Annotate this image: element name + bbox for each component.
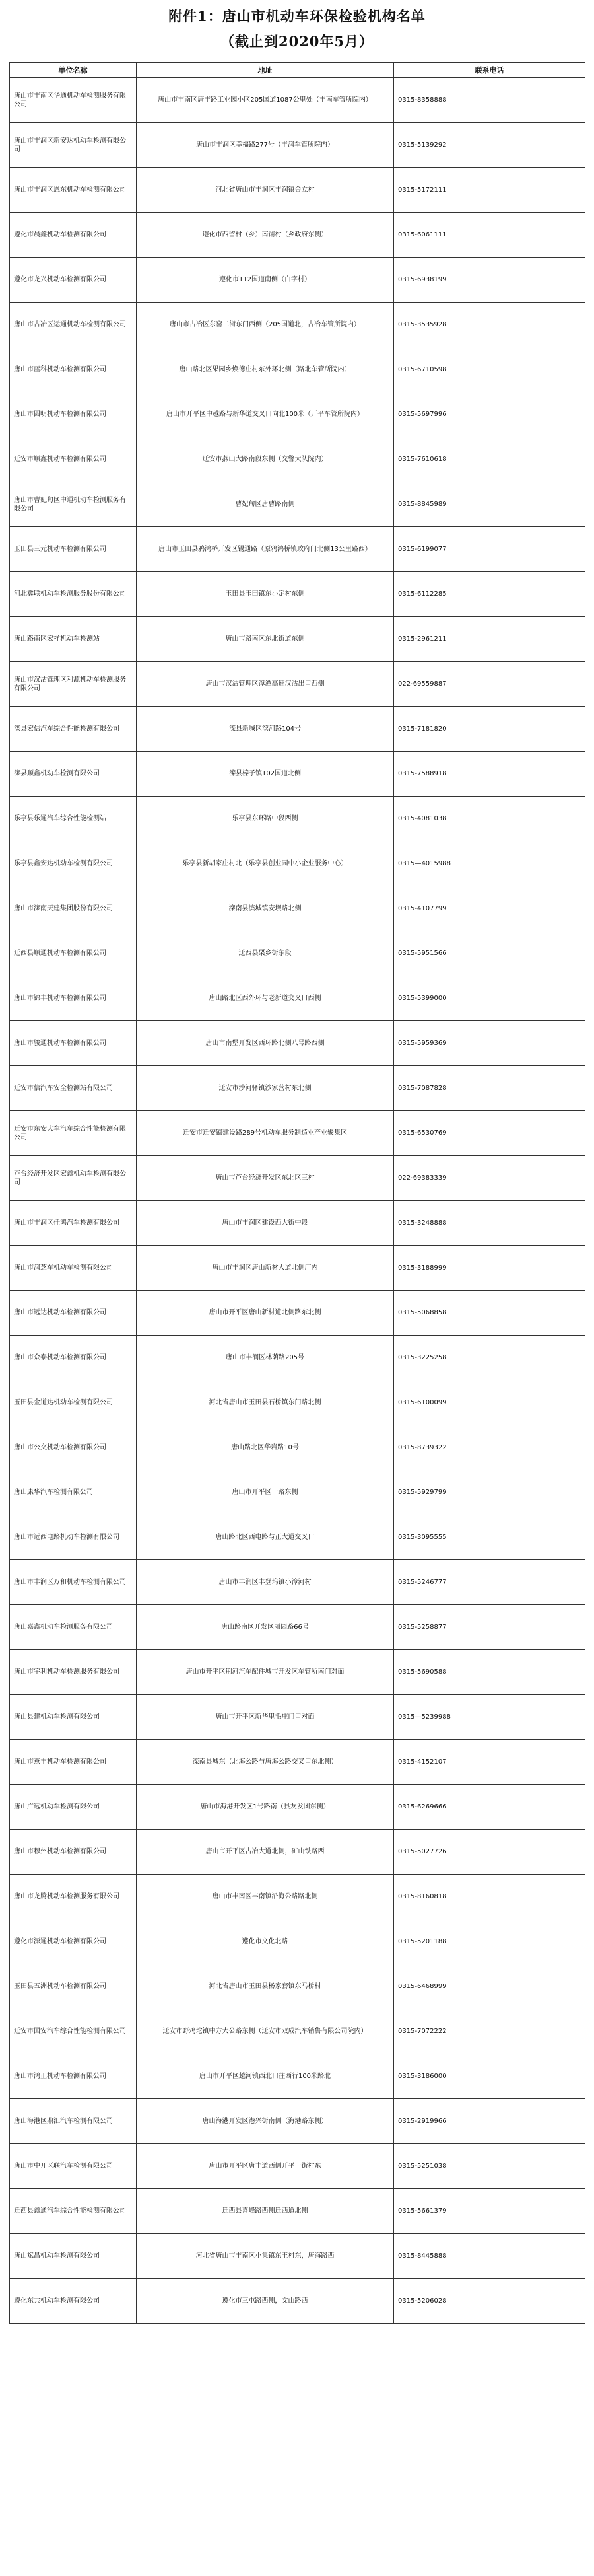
table-row bbox=[10, 1380, 585, 1425]
cell-address: 唐山市芦台经济开发区东北区三村 bbox=[137, 1156, 394, 1201]
cell-address: 唐山海港开发区港兴街南侧（海港路东侧） bbox=[137, 2099, 394, 2144]
cell-phone: 0315-6468999 bbox=[394, 1964, 585, 2009]
cell-address: 迁西县栗乡街东段 bbox=[137, 931, 394, 976]
cell-name: 唐山市远达机动车检测有限公司 bbox=[10, 1291, 137, 1336]
cell-phone: 0315-6938199 bbox=[394, 258, 585, 303]
cell-name: 唐山市丰南区华通机动车检测服务有限公司 bbox=[10, 78, 137, 123]
cell-phone: 0315-3225258 bbox=[394, 1336, 585, 1380]
cell-address: 唐山市玉田县鸦鸿桥开发区锡通路（原鸦鸿桥镇政府门北侧13公里路西） bbox=[137, 527, 394, 572]
cell-address: 曹妃甸区唐曹路南侧 bbox=[137, 482, 394, 527]
cell-name: 迁安市国安汽车综合性能检测有限公司 bbox=[10, 2009, 137, 2054]
cell-name: 唐山嘉鑫机动车检测服务有限公司 bbox=[10, 1605, 137, 1650]
table-row bbox=[10, 2279, 585, 2324]
cell-address: 滦县新城区滨河路104号 bbox=[137, 707, 394, 752]
cell-name: 唐山市远西电路机动车检测有限公司 bbox=[10, 1515, 137, 1560]
cell-address: 唐山市开平区唐丰道西侧开平一街村东 bbox=[137, 2144, 394, 2189]
cell-name: 乐亭县鑫安达机动车检测有限公司 bbox=[10, 841, 137, 886]
table-row bbox=[10, 347, 585, 392]
table-row bbox=[10, 2189, 585, 2234]
cell-phone: 0315-8845989 bbox=[394, 482, 585, 527]
table-row bbox=[10, 841, 585, 886]
cell-phone: 022-69383339 bbox=[394, 1156, 585, 1201]
table-row bbox=[10, 1515, 585, 1560]
table-row bbox=[10, 1830, 585, 1875]
cell-phone: 0315-8739322 bbox=[394, 1425, 585, 1470]
table-row bbox=[10, 303, 585, 347]
cell-name: 唐山市燕丰机动车检测有限公司 bbox=[10, 1740, 137, 1785]
cell-name: 迁西县顺通机动车检测有限公司 bbox=[10, 931, 137, 976]
cell-phone: 0315-5959369 bbox=[394, 1021, 585, 1066]
cell-address: 河北省唐山市玉田县杨家套镇东马桥村 bbox=[137, 1964, 394, 2009]
cell-address: 滦县榛子镇102国道北侧 bbox=[137, 752, 394, 797]
cell-phone: 0315-4081038 bbox=[394, 797, 585, 841]
cell-address: 唐山市开平区中越路与新华道交叉口向北100米（开平车管所院内） bbox=[137, 392, 394, 437]
title-line-2: （截止到2020年5月） bbox=[220, 33, 374, 50]
cell-phone: 0315-5951566 bbox=[394, 931, 585, 976]
document-title bbox=[0, 0, 594, 62]
cell-phone: 0315-7610618 bbox=[394, 437, 585, 482]
table-row bbox=[10, 168, 585, 213]
cell-name: 唐山市古冶区运通机动车检测有限公司 bbox=[10, 303, 137, 347]
institution-table bbox=[9, 62, 585, 2324]
cell-name: 唐山市龙腾机动车检测服务有限公司 bbox=[10, 1875, 137, 1919]
cell-name: 唐山康华汽车检测有限公司 bbox=[10, 1470, 137, 1515]
table-row bbox=[10, 1470, 585, 1515]
table-row bbox=[10, 1156, 585, 1201]
table-row bbox=[10, 886, 585, 931]
table-row bbox=[10, 1425, 585, 1470]
table-row bbox=[10, 1695, 585, 1740]
cell-name: 玉田县三元机动车检测有限公司 bbox=[10, 527, 137, 572]
cell-phone: 0315-5399000 bbox=[394, 976, 585, 1021]
cell-address: 乐亭县东环路中段西侧 bbox=[137, 797, 394, 841]
cell-name: 唐山市蓝科机动车检测有限公司 bbox=[10, 347, 137, 392]
table-row bbox=[10, 1740, 585, 1785]
title-line-1: 附件1：唐山市机动车环保检验机构名单 bbox=[168, 8, 426, 24]
table-header-row bbox=[10, 63, 585, 78]
table-row bbox=[10, 617, 585, 662]
table-row bbox=[10, 527, 585, 572]
cell-address: 滦南县滨城镇安坝路北侧 bbox=[137, 886, 394, 931]
cell-phone: 0315—5239988 bbox=[394, 1695, 585, 1740]
table-row bbox=[10, 797, 585, 841]
table-row bbox=[10, 213, 585, 258]
cell-phone: 0315-5258877 bbox=[394, 1605, 585, 1650]
cell-phone: 0315-3188999 bbox=[394, 1246, 585, 1291]
cell-address: 唐山路南区开发区丽园路66号 bbox=[137, 1605, 394, 1650]
cell-name: 遵化东共机动车检测有限公司 bbox=[10, 2279, 137, 2324]
cell-name: 唐山市汉沽管理区利源机动车检测服务有限公司 bbox=[10, 662, 137, 707]
cell-address: 河北省唐山市丰润区丰润镇舍立村 bbox=[137, 168, 394, 213]
header-address: 地址 bbox=[137, 63, 394, 78]
cell-name: 唐山斌昌机动车检测有限公司 bbox=[10, 2234, 137, 2279]
cell-name: 唐山市众泰机动车检测有限公司 bbox=[10, 1336, 137, 1380]
table-row bbox=[10, 1875, 585, 1919]
cell-name: 芦台经济开发区宏鑫机动车检测有限公司 bbox=[10, 1156, 137, 1201]
table-row bbox=[10, 2054, 585, 2099]
table-row bbox=[10, 437, 585, 482]
cell-address: 遵化市西留村（乡）南铺村（乡政府东侧） bbox=[137, 213, 394, 258]
table-row bbox=[10, 1560, 585, 1605]
cell-phone: 0315-2919966 bbox=[394, 2099, 585, 2144]
cell-name: 唐山县建机动车检测有限公司 bbox=[10, 1695, 137, 1740]
cell-name: 唐山市公交机动车检测有限公司 bbox=[10, 1425, 137, 1470]
table-row bbox=[10, 1291, 585, 1336]
cell-name: 遵化市源通机动车检测有限公司 bbox=[10, 1919, 137, 1964]
cell-address: 唐山市丰润区丰登坞镇小漳河村 bbox=[137, 1560, 394, 1605]
cell-address: 唐山市古冶区东窑二街东门西侧（205国道北，古冶车管所院内） bbox=[137, 303, 394, 347]
cell-address: 唐山市丰南区唐丰路工业园小区205国道1087公里处（丰南车管所院内） bbox=[137, 78, 394, 123]
cell-phone: 0315-5201188 bbox=[394, 1919, 585, 1964]
cell-name: 迁安市东安大车汽车综合性能检测有限公司 bbox=[10, 1111, 137, 1156]
cell-phone: 0315-6112285 bbox=[394, 572, 585, 617]
table-row bbox=[10, 482, 585, 527]
table-row bbox=[10, 123, 585, 168]
cell-name: 唐山市鸿正机动车检测有限公司 bbox=[10, 2054, 137, 2099]
cell-phone: 0315-7072222 bbox=[394, 2009, 585, 2054]
table-row bbox=[10, 392, 585, 437]
cell-name: 迁安市信汽车安全检测站有限公司 bbox=[10, 1066, 137, 1111]
cell-address: 唐山市开平区一路东侧 bbox=[137, 1470, 394, 1515]
cell-phone: 0315-8160818 bbox=[394, 1875, 585, 1919]
table-row bbox=[10, 976, 585, 1021]
cell-name: 唐山市中开区联汽车检测有限公司 bbox=[10, 2144, 137, 2189]
cell-phone: 0315-3186000 bbox=[394, 2054, 585, 2099]
cell-address: 唐山市开平区古冶大道北侧，矿山铁路西 bbox=[137, 1830, 394, 1875]
cell-name: 唐山市丰润区新安达机动车检测有限公司 bbox=[10, 123, 137, 168]
cell-name: 玉田县金道达机动车检测有限公司 bbox=[10, 1380, 137, 1425]
cell-name: 迁西县鑫通汽车综合性能检测有限公司 bbox=[10, 2189, 137, 2234]
table-row bbox=[10, 1111, 585, 1156]
cell-address: 遵化市112国道南侧（白字村） bbox=[137, 258, 394, 303]
cell-phone: 0315-5929799 bbox=[394, 1470, 585, 1515]
cell-phone: 0315-6199077 bbox=[394, 527, 585, 572]
cell-phone: 0315-5246777 bbox=[394, 1560, 585, 1605]
cell-address: 滦南县城东（北海公路与唐海公路交叉口东北侧） bbox=[137, 1740, 394, 1785]
cell-address: 唐山市海港开发区1号路南（县友发团东侧） bbox=[137, 1785, 394, 1830]
table-row bbox=[10, 707, 585, 752]
cell-phone: 0315-3248888 bbox=[394, 1201, 585, 1246]
table-row bbox=[10, 78, 585, 123]
cell-name: 唐山市穆州机动车检测有限公司 bbox=[10, 1830, 137, 1875]
cell-address: 迁安市迁安镇建设路289号机动车服务制造业产业聚集区 bbox=[137, 1111, 394, 1156]
table-row bbox=[10, 1201, 585, 1246]
cell-address: 河北省唐山市丰南区小集镇东王村东，唐海路西 bbox=[137, 2234, 394, 2279]
table-body bbox=[10, 78, 585, 2324]
cell-name: 唐山市曹妃甸区中通机动车检测服务有限公司 bbox=[10, 482, 137, 527]
cell-phone: 0315-6061111 bbox=[394, 213, 585, 258]
table-row bbox=[10, 2099, 585, 2144]
cell-address: 唐山市开平区唐山新材道北侧路东北侧 bbox=[137, 1291, 394, 1336]
cell-name: 唐山广远机动车检测有限公司 bbox=[10, 1785, 137, 1830]
cell-address: 唐山市丰南区丰南镇沿海公路路北侧 bbox=[137, 1875, 394, 1919]
cell-phone: 0315-5690588 bbox=[394, 1650, 585, 1695]
header-phone: 联系电话 bbox=[394, 63, 585, 78]
cell-address: 遵化市文化北路 bbox=[137, 1919, 394, 1964]
table-row bbox=[10, 1785, 585, 1830]
cell-address: 唐山市丰润区林荫路205号 bbox=[137, 1336, 394, 1380]
cell-phone: 0315—4015988 bbox=[394, 841, 585, 886]
table-row bbox=[10, 752, 585, 797]
cell-phone: 0315-7588918 bbox=[394, 752, 585, 797]
cell-phone: 0315-2961211 bbox=[394, 617, 585, 662]
cell-name: 河北冀联机动车检测服务股份有限公司 bbox=[10, 572, 137, 617]
table-row bbox=[10, 572, 585, 617]
cell-phone: 0315-5139292 bbox=[394, 123, 585, 168]
cell-name: 唐山市丰润区恩东机动车检测有限公司 bbox=[10, 168, 137, 213]
cell-phone: 0315-4107799 bbox=[394, 886, 585, 931]
cell-address: 唐山市开平区新华里毛庄门口对面 bbox=[137, 1695, 394, 1740]
cell-phone: 0315-5027726 bbox=[394, 1830, 585, 1875]
cell-name: 遵化市龙兴机动车检测有限公司 bbox=[10, 258, 137, 303]
cell-phone: 0315-7087828 bbox=[394, 1066, 585, 1111]
cell-name: 唐山市润芝车机动车检测有限公司 bbox=[10, 1246, 137, 1291]
table-row bbox=[10, 1964, 585, 2009]
cell-phone: 0315-7181820 bbox=[394, 707, 585, 752]
cell-address: 唐山路北区西外环与老新道交叉口西侧 bbox=[137, 976, 394, 1021]
cell-name: 唐山市宇利机动车检测服务有限公司 bbox=[10, 1650, 137, 1695]
cell-address: 唐山市汉沽管理区漳潭高速汉沽出口西侧 bbox=[137, 662, 394, 707]
cell-phone: 0315-3535928 bbox=[394, 303, 585, 347]
cell-phone: 0315-5697996 bbox=[394, 392, 585, 437]
cell-name: 唐山市滦南天建集团股份有限公司 bbox=[10, 886, 137, 931]
cell-name: 玉田县五洲机动车检测有限公司 bbox=[10, 1964, 137, 2009]
cell-address: 迁西县喜峰路西侧迁西道北侧 bbox=[137, 2189, 394, 2234]
cell-address: 唐山市开平区越河镇西北口往西行100米路北 bbox=[137, 2054, 394, 2099]
cell-address: 乐亭县新胡家庄村北（乐亭县创业园中小企业服务中心） bbox=[137, 841, 394, 886]
cell-name: 滦县宏信汽车综合性能检测有限公司 bbox=[10, 707, 137, 752]
cell-address: 玉田县玉田镇东小定村东侧 bbox=[137, 572, 394, 617]
cell-address: 唐山市开平区荆河汽车配件城市开发区车管所南门对面 bbox=[137, 1650, 394, 1695]
table-row bbox=[10, 1246, 585, 1291]
header-name: 单位名称 bbox=[10, 63, 137, 78]
cell-phone: 0315-6530769 bbox=[394, 1111, 585, 1156]
table-row bbox=[10, 2144, 585, 2189]
table-row bbox=[10, 662, 585, 707]
cell-address: 迁安市野鸡坨镇中方大公路东侧（迁安市双成汽车销售有限公司院内） bbox=[137, 2009, 394, 2054]
table-row bbox=[10, 258, 585, 303]
table-row bbox=[10, 1650, 585, 1695]
cell-name: 唐山市圆明机动车检测有限公司 bbox=[10, 392, 137, 437]
table-row bbox=[10, 1021, 585, 1066]
cell-phone: 0315-5068858 bbox=[394, 1291, 585, 1336]
cell-name: 滦县顺鑫机动车检测有限公司 bbox=[10, 752, 137, 797]
cell-address: 迁安市沙河驿镇沙家营村东北侧 bbox=[137, 1066, 394, 1111]
cell-phone: 0315-5172111 bbox=[394, 168, 585, 213]
cell-name: 唐山市丰润区佳鸿汽车检测有限公司 bbox=[10, 1201, 137, 1246]
cell-address: 河北省唐山市玉田县石桥镇东门路北侧 bbox=[137, 1380, 394, 1425]
cell-address: 唐山市丰润区建设西大街中段 bbox=[137, 1201, 394, 1246]
cell-phone: 0315-6100099 bbox=[394, 1380, 585, 1425]
cell-phone: 0315-6269666 bbox=[394, 1785, 585, 1830]
cell-phone: 0315-5206028 bbox=[394, 2279, 585, 2324]
cell-address: 唐山市丰润区唐山新材大道北侧厂内 bbox=[137, 1246, 394, 1291]
cell-phone: 0315-6710598 bbox=[394, 347, 585, 392]
cell-name: 唐山海港区鼎汇汽车检测有限公司 bbox=[10, 2099, 137, 2144]
cell-name: 乐亭县乐通汽车综合性能检测站 bbox=[10, 797, 137, 841]
table-row bbox=[10, 1336, 585, 1380]
cell-address: 遵化市三屯路西侧，文山路西 bbox=[137, 2279, 394, 2324]
cell-address: 唐山路北区华岩路10号 bbox=[137, 1425, 394, 1470]
cell-name: 唐山市丰润区万和机动车检测有限公司 bbox=[10, 1560, 137, 1605]
cell-name: 唐山路南区宏祥机动车检测站 bbox=[10, 617, 137, 662]
table-row bbox=[10, 1066, 585, 1111]
cell-address: 唐山路北区果园乡焕德庄村东外环北侧（路北车管所院内） bbox=[137, 347, 394, 392]
cell-phone: 0315-4152107 bbox=[394, 1740, 585, 1785]
table-row bbox=[10, 1919, 585, 1964]
cell-name: 唐山市骏通机动车检测有限公司 bbox=[10, 1021, 137, 1066]
cell-name: 唐山市锦丰机动车检测有限公司 bbox=[10, 976, 137, 1021]
cell-phone: 0315-8358888 bbox=[394, 78, 585, 123]
cell-address: 迁安市燕山大路南段东侧（交警大队院内） bbox=[137, 437, 394, 482]
cell-address: 唐山市丰润区幸福路277号（丰润车管所院内） bbox=[137, 123, 394, 168]
cell-phone: 0315-5661379 bbox=[394, 2189, 585, 2234]
table-row bbox=[10, 1605, 585, 1650]
cell-address: 唐山市路南区东北街道东侧 bbox=[137, 617, 394, 662]
cell-phone: 0315-5251038 bbox=[394, 2144, 585, 2189]
cell-address: 唐山路北区西电路与正大道交叉口 bbox=[137, 1515, 394, 1560]
cell-phone: 0315-8445888 bbox=[394, 2234, 585, 2279]
table-row bbox=[10, 2009, 585, 2054]
cell-address: 唐山市南堡开发区西环路北侧八号路西侧 bbox=[137, 1021, 394, 1066]
cell-phone: 022-69559887 bbox=[394, 662, 585, 707]
table-row bbox=[10, 931, 585, 976]
cell-name: 迁安市顺鑫机动车检测有限公司 bbox=[10, 437, 137, 482]
cell-name: 遵化市晨鑫机动车检测有限公司 bbox=[10, 213, 137, 258]
cell-phone: 0315-3095555 bbox=[394, 1515, 585, 1560]
table-row bbox=[10, 2234, 585, 2279]
